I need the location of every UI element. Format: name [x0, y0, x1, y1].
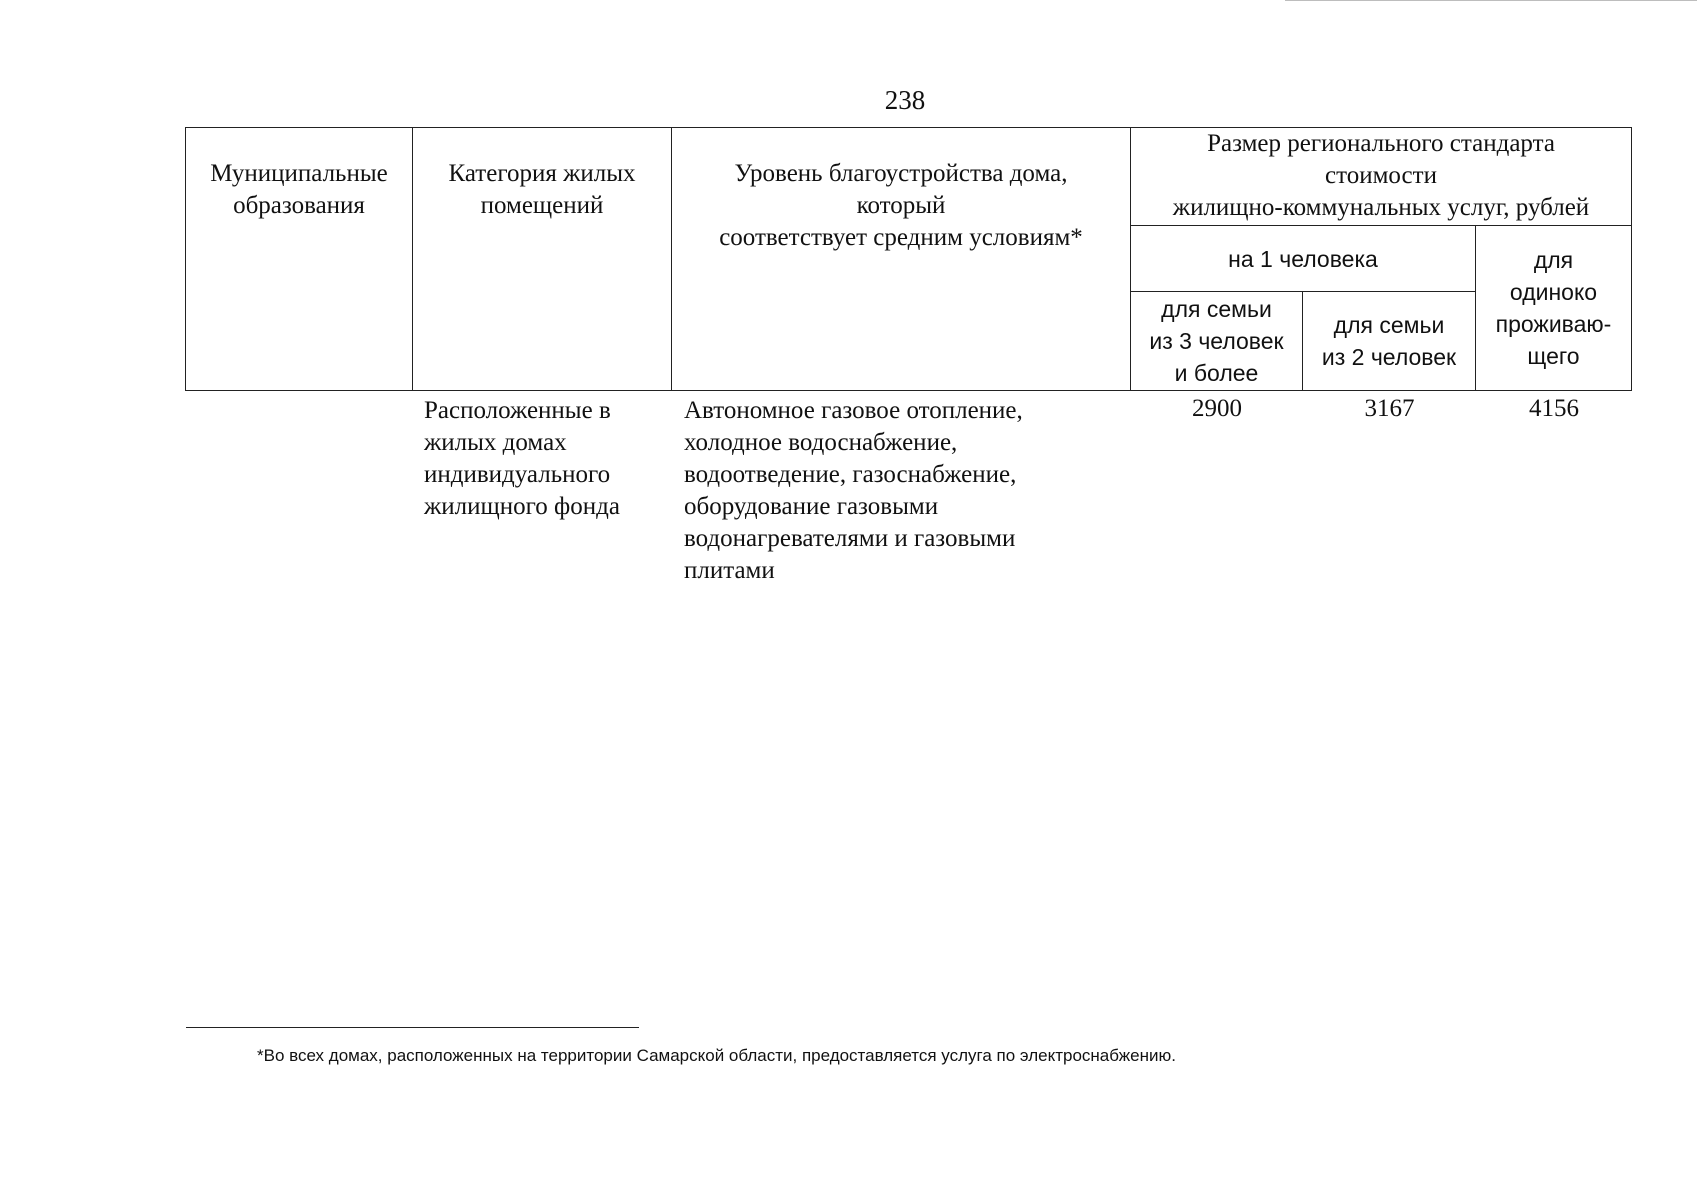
row-improvement-level	[672, 391, 1131, 601]
header-municipalities	[185, 127, 413, 391]
cost-standard-table	[185, 127, 1632, 601]
row-improvement-level-line: водоотведение, газоснабжение,	[684, 461, 1017, 488]
header-standard-size-line: Размер регионального стандарта	[1207, 130, 1555, 157]
header-standard-size	[1131, 127, 1632, 226]
page-number: 238	[884, 85, 926, 115]
header-category	[413, 127, 672, 391]
header-family-2-line: из 2 человек	[1321, 344, 1457, 370]
row-improvement-level-line: плитами	[684, 557, 775, 584]
header-family-2	[1303, 292, 1476, 391]
header-municipalities-line: Муниципальные	[210, 160, 388, 187]
header-family-2-line: для семьи	[1333, 312, 1445, 338]
header-family-3	[1131, 292, 1303, 391]
row-value-family-2: 3167	[1364, 395, 1415, 422]
header-single-line: одиноко	[1509, 279, 1598, 305]
row-improvement-level-line: оборудование газовыми	[684, 493, 939, 520]
header-improvement-level-line: соответствует средним условиям*	[719, 224, 1083, 251]
header-family-3-line: из 3 человек	[1149, 328, 1284, 354]
row-improvement-level-line: Автономное газовое отопление,	[684, 397, 1023, 424]
header-improvement-level	[672, 127, 1131, 391]
footnote-separator	[186, 1027, 639, 1028]
row-category-line: жилищного фонда	[424, 493, 620, 520]
header-category-line: помещений	[480, 192, 604, 219]
header-standard-size-line: жилищно-коммунальных услуг, рублей	[1172, 194, 1590, 221]
header-single-line: проживаю-	[1495, 311, 1612, 337]
header-single-line: для	[1533, 247, 1574, 273]
footnote: *Во всех домах, расположенных на территории Самарской области, предоставляется услуга по электроснабжению.	[257, 1046, 1176, 1065]
header-single-resident	[1476, 226, 1632, 391]
header-improvement-level-line: Уровень благоустройства дома,	[734, 160, 1068, 187]
header-standard-size-line: стоимости	[1325, 162, 1437, 189]
row-improvement-level-line: водонагревателями и газовыми	[684, 525, 1016, 552]
scan-edge-line	[1285, 0, 1697, 1]
header-municipalities-line: образования	[233, 192, 365, 219]
header-family-3-line: и более	[1174, 360, 1259, 386]
header-per-person	[1131, 226, 1476, 292]
header-improvement-level-line: который	[856, 192, 946, 219]
row-category-line: Расположенные в	[424, 397, 611, 424]
header-single-line: щего	[1527, 343, 1580, 369]
row-improvement-level-line: холодное водоснабжение,	[684, 429, 958, 456]
row-category-line: индивидуального	[424, 461, 611, 488]
header-category-line: Категория жилых	[448, 160, 636, 187]
row-category-line: жилых домах	[424, 429, 567, 456]
row-category	[413, 391, 672, 601]
row-value-single: 4156	[1529, 395, 1579, 422]
row-value-family-3: 2900	[1192, 395, 1242, 422]
header-per-person-label: на 1 человека	[1228, 245, 1378, 272]
header-family-3-line: для семьи	[1161, 296, 1272, 322]
